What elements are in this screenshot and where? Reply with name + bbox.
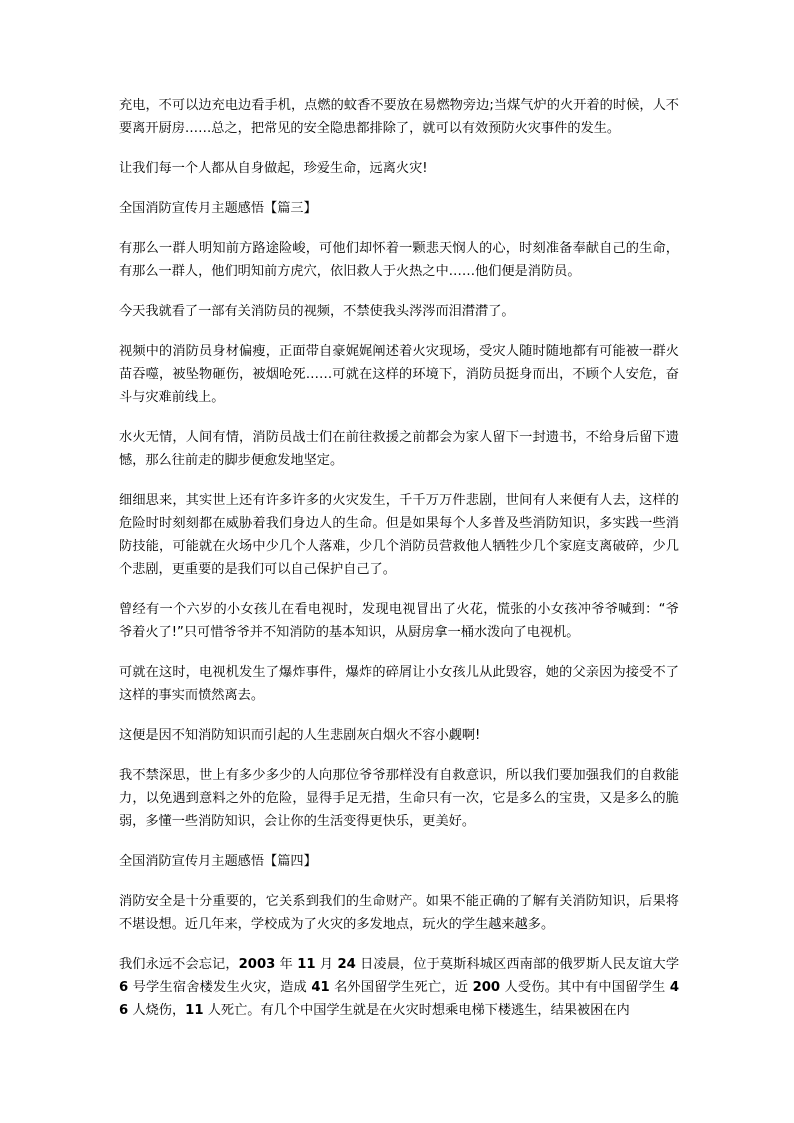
paragraph-11: 这便是因不知消防知识而引起的人生悲剧灰白烟火不容小觑啊! <box>119 728 481 743</box>
paragraph-10: 可就在这时，电视机发生了爆炸事件，爆炸的碎屑让小女孩儿从此毁容，她的父亲因为接受不了这样的事实而愤然离去。 <box>119 665 679 703</box>
text-run: 人死亡。有几个中国学生就是在火灾时想乘电梯下楼逃生，结果被困在内 <box>203 1003 630 1018</box>
number-dead-chinese: 11 <box>185 1003 204 1018</box>
section-heading-3: 全国消防宣传月主题感悟【篇三】 <box>119 201 317 216</box>
section-heading-4: 全国消防宣传月主题感悟【篇四】 <box>119 854 317 869</box>
number-injured: 200 <box>472 980 501 995</box>
paragraph-12: 我不禁深思，世上有多少多少的人向那位爷爷那样没有自救意识，所以我们要加强我们的自救能力，以免遇到意料之外的危险，显得手足无措，生命只有一次，它是多么的宝贵，又是多么的脆弱，多懂一些消防知识，会让你的生活变得更快乐，更美好。 <box>119 768 679 829</box>
text-run: 人烧伤， <box>128 1003 186 1018</box>
paragraph-14: 消防安全是十分重要的，它关系到我们的生命财产。如果不能正确的了解有关消防知识，后果将不堪设想。近几年来，学校成为了火灾的多发地点，玩火的学生越来越多。 <box>119 894 679 932</box>
text-run: 日凌晨，位于莫斯科城区西南部的俄罗斯人民友谊大学 <box>355 957 680 972</box>
number-year: 2003 <box>238 957 276 972</box>
paragraph-6: 视频中的消防员身材偏瘦，正面带自豪娓娓阐述着火灾现场，受灾人随时随地都有可能被一群火苗吞噬，被坠物砸伤，被烟呛死……可就在这样的环境下，消防员挺身而出，不顾个人安危，奋斗与灾难前线上。 <box>119 344 679 405</box>
number-burned: 46 <box>119 980 680 1018</box>
number-building: 6 <box>119 980 129 995</box>
text-run: 人受伤。其中有中国留学生 <box>500 980 670 995</box>
number-day: 24 <box>337 957 356 972</box>
paragraph-2: 让我们每一个人都从自身做起，珍爱生命，远离火灾! <box>119 161 428 176</box>
paragraph-9: 曾经有一个六岁的小女孩儿在看电视时，发现电视冒出了火花，慌张的小女孩冲爷爷喊到：“爷爷着火了!”只可惜爷爷并不知消防的基本知识，从厨房拿一桶水泼向了电视机。 <box>119 602 679 640</box>
number-month: 11 <box>297 957 316 972</box>
paragraph-15 <box>119 953 679 1022</box>
text-run: 年 <box>275 957 298 972</box>
document-page <box>119 94 679 1039</box>
text-run: 号学生宿舍楼发生火灾，造成 <box>128 980 312 995</box>
paragraph-8: 细细思来，其实世上还有许多许多的火灾发生，千千万万件悲剧，世间有人来便有人去，这样的危险时时刻刻都在威胁着我们身边人的生命。但是如果每个人多普及些消防知识，多实践一些消防技能，可能就在火场中少几个人落难，少几个消防员营救他人牺牲少几个家庭支离破碎，少几个悲剧，更重要的是我们可以自己保护自己了。 <box>119 493 679 577</box>
paragraph-4: 有那么一群人明知前方路途险峻，可他们却怀着一颗悲天悯人的心，时刻准备奉献自己的生命，有那么一群人，他们明知前方虎穴，依旧救人于火热之中……他们便是消防员。 <box>119 241 679 279</box>
paragraph-7: 水火无情，人间有情，消防员战士们在前往救援之前都会为家人留下一封遗书，不给身后留下遗憾，那么往前走的脚步便愈发地坚定。 <box>119 430 679 468</box>
text-run: 我们永远不会忘记， <box>119 957 239 972</box>
text-run: 名外国留学生死亡，近 <box>329 980 473 995</box>
paragraph-5: 今天我就看了一部有关消防员的视频，不禁使我头涔涔而泪潸潸了。 <box>119 304 515 319</box>
number-deaths: 41 <box>311 980 330 995</box>
text-run: 月 <box>315 957 338 972</box>
paragraph-1: 充电，不可以边充电边看手机，点燃的蚊香不要放在易燃物旁边;当煤气炉的火开着的时候，人不要离开厨房……总之，把常见的安全隐患都排除了，就可以有效预防火灾事件的发生。 <box>119 98 679 136</box>
